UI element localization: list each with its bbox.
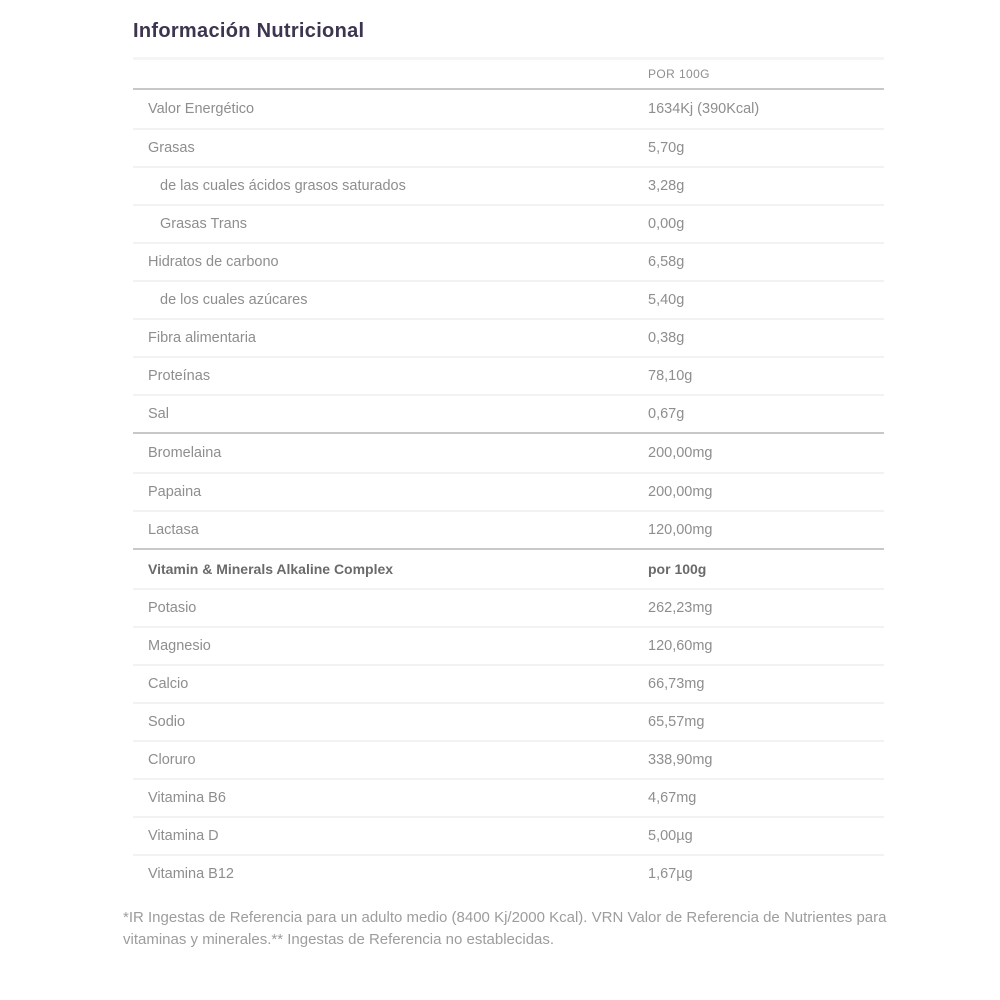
table-row	[133, 394, 884, 432]
row-value: 1,67µg	[648, 866, 693, 882]
table-sections	[133, 90, 884, 892]
row-label: Vitamina D	[148, 828, 219, 844]
row-label: Sodio	[148, 714, 186, 730]
row-value: 200,00mg	[648, 445, 713, 461]
table-row	[133, 702, 884, 740]
row-label: Fibra alimentaria	[148, 330, 256, 346]
table-row	[133, 626, 884, 664]
row-label: Bromelaina	[148, 445, 222, 461]
table-row	[133, 128, 884, 166]
row-value: 5,40g	[648, 292, 685, 308]
table-row	[133, 356, 884, 394]
row-value: 120,00mg	[648, 522, 713, 538]
table-row	[133, 166, 884, 204]
footnote: *IR Ingestas de Referencia para un adulto medio (8400 Kj/2000 Kcal). VRN Valor de Referencia de Nutrientes para vitaminas y minerales.** Ingestas de Referencia no establecidas.	[123, 909, 887, 948]
row-value: 3,28g	[648, 178, 685, 194]
row-value: 4,67mg	[648, 790, 697, 806]
table-header-row	[133, 57, 884, 90]
row-value: 66,73mg	[648, 676, 705, 692]
row-label: Vitamina B12	[148, 866, 234, 882]
row-label: Cloruro	[148, 752, 196, 768]
table-section	[133, 550, 884, 892]
row-value: 338,90mg	[648, 752, 713, 768]
table-row	[133, 664, 884, 702]
row-value: 0,38g	[648, 330, 685, 346]
row-label: Hidratos de carbono	[148, 254, 279, 270]
row-value: 200,00mg	[648, 484, 713, 500]
section-header-label: Vitamin & Minerals Alkaline Complex	[148, 561, 394, 577]
row-value: 5,70g	[648, 140, 685, 156]
table-row	[133, 90, 884, 128]
row-label: Valor Energético	[148, 101, 255, 117]
row-label: de los cuales azúcares	[160, 292, 308, 308]
row-value: 120,60mg	[648, 638, 713, 654]
row-label: Papaina	[148, 484, 202, 500]
nutrition-table	[133, 57, 884, 892]
table-row	[133, 318, 884, 356]
section-header-value: por 100g	[648, 561, 707, 577]
table-row	[133, 816, 884, 854]
table-row	[133, 510, 884, 548]
table-row	[133, 472, 884, 510]
table-row	[133, 280, 884, 318]
row-label: Proteínas	[148, 368, 211, 384]
table-row	[133, 778, 884, 816]
row-label: Vitamina B6	[148, 790, 226, 806]
row-label: Grasas	[148, 140, 195, 156]
row-label: Sal	[148, 406, 169, 422]
row-label: Magnesio	[148, 638, 211, 654]
row-value: 65,57mg	[648, 714, 705, 730]
table-section	[133, 90, 884, 434]
section-header-row	[133, 550, 884, 588]
table-row	[133, 434, 884, 472]
table-row	[133, 242, 884, 280]
row-value: 5,00µg	[648, 828, 693, 844]
row-label: Grasas Trans	[160, 216, 248, 232]
row-label: de las cuales ácidos grasos saturados	[160, 178, 406, 194]
row-label: Calcio	[148, 676, 189, 692]
row-value: 0,00g	[648, 216, 685, 232]
column-header-per-100g: POR 100G	[648, 67, 710, 81]
table-row	[133, 588, 884, 626]
table-row	[133, 204, 884, 242]
row-label: Potasio	[148, 600, 197, 616]
table-row	[133, 740, 884, 778]
row-label: Lactasa	[148, 522, 199, 538]
row-value: 0,67g	[648, 406, 685, 422]
page-title: Información Nutricional	[133, 20, 365, 42]
table-section	[133, 434, 884, 550]
row-value: 1634Kj (390Kcal)	[648, 101, 760, 117]
row-value: 6,58g	[648, 254, 685, 270]
row-value: 262,23mg	[648, 600, 713, 616]
row-value: 78,10g	[648, 368, 693, 384]
table-row	[133, 854, 884, 892]
